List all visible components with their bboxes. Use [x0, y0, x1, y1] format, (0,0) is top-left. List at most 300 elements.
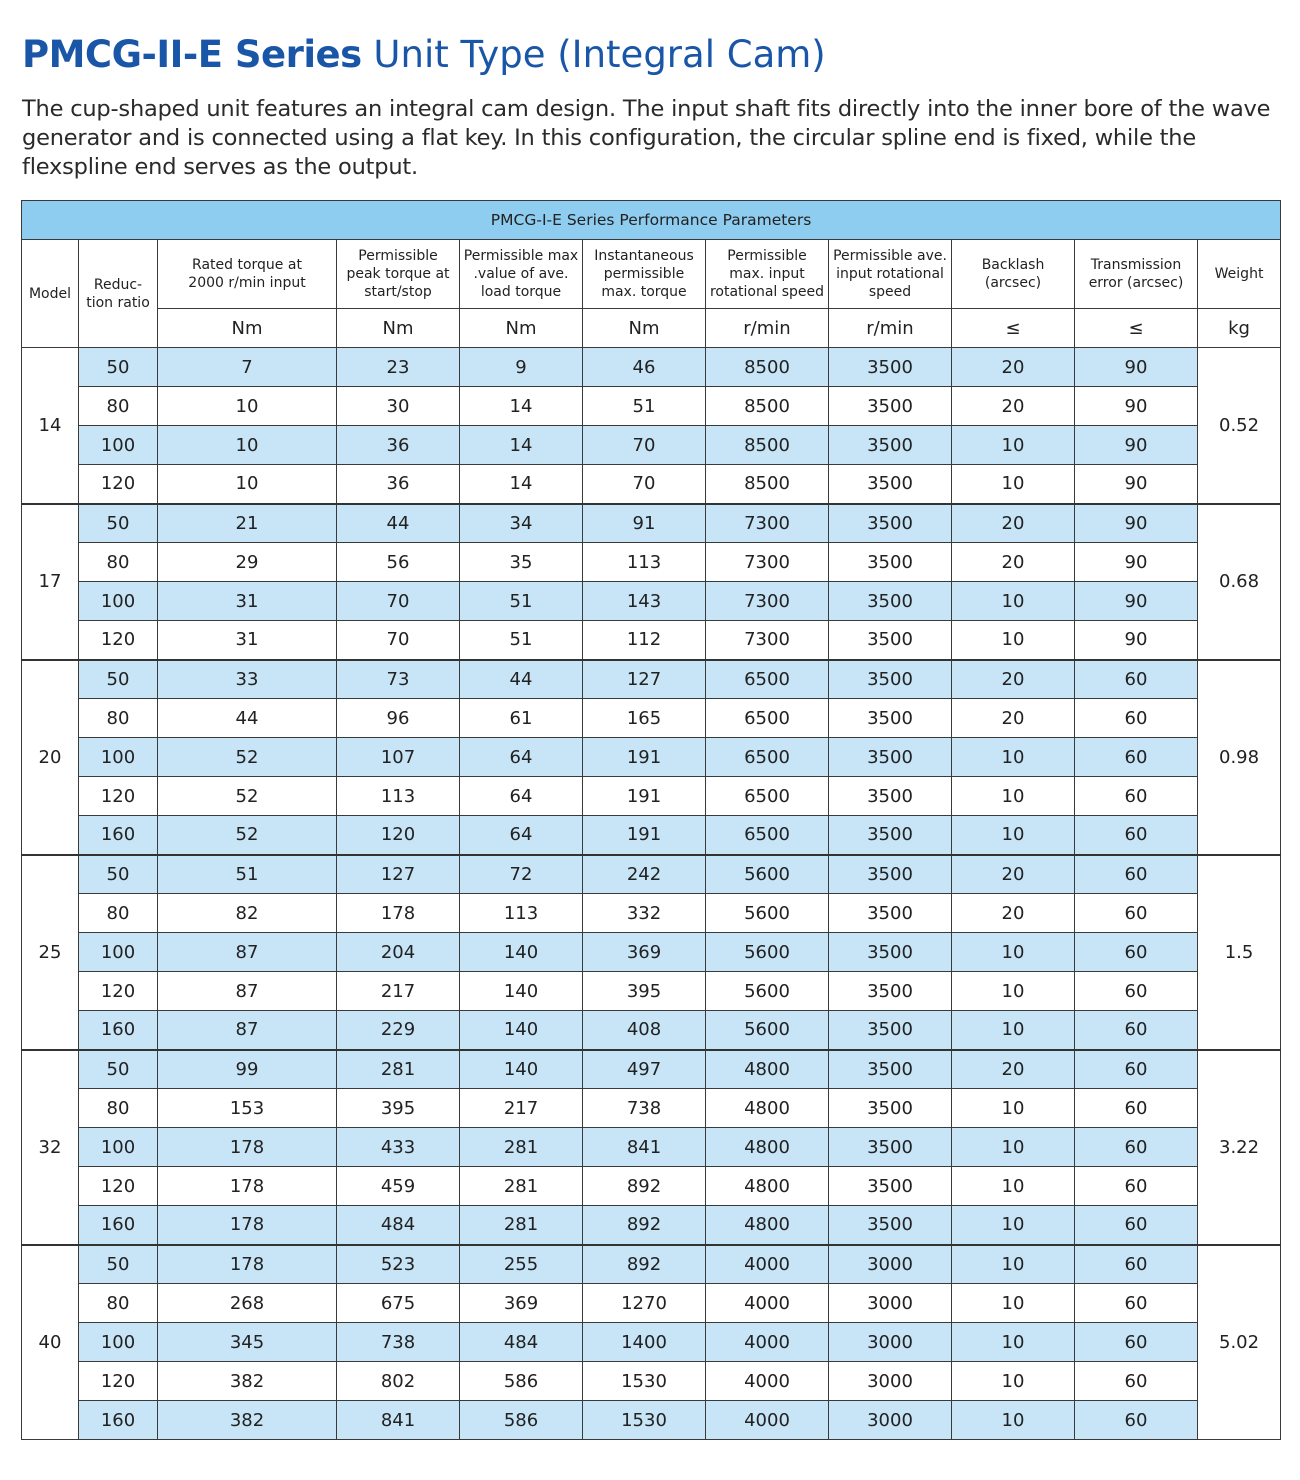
- value-cell: 10: [952, 1284, 1075, 1323]
- value-cell: 36: [337, 426, 460, 465]
- value-cell: 31: [158, 621, 337, 660]
- unit-cell: r/min: [829, 309, 952, 348]
- value-cell: 892: [583, 1167, 706, 1206]
- header-instant-max-torque: [583, 240, 706, 309]
- value-cell: 369: [583, 933, 706, 972]
- value-cell: 3500: [829, 348, 952, 387]
- value-cell: 70: [583, 465, 706, 504]
- value-cell: 30: [337, 387, 460, 426]
- value-cell: 3000: [829, 1362, 952, 1401]
- value-cell: 3500: [829, 1167, 952, 1206]
- unit-cell: Nm: [337, 309, 460, 348]
- table-row: [22, 543, 1281, 582]
- value-cell: 61: [460, 699, 583, 738]
- value-cell: 70: [583, 426, 706, 465]
- value-cell: 10: [952, 582, 1075, 621]
- value-cell: 112: [583, 621, 706, 660]
- value-cell: 1530: [583, 1401, 706, 1440]
- value-cell: 382: [158, 1362, 337, 1401]
- reduction-ratio-cell: 120: [79, 1167, 158, 1206]
- table-row: [22, 1362, 1281, 1401]
- value-cell: 60: [1075, 1011, 1198, 1050]
- value-cell: 113: [583, 543, 706, 582]
- table-row: [22, 426, 1281, 465]
- header-backlash-text: Backlash (arcsec): [981, 257, 1045, 291]
- value-cell: 51: [583, 387, 706, 426]
- reduction-ratio-cell: 80: [79, 543, 158, 582]
- reduction-ratio-cell: 50: [79, 855, 158, 894]
- value-cell: 140: [460, 933, 583, 972]
- value-cell: 20: [952, 504, 1075, 543]
- value-cell: 20: [952, 543, 1075, 582]
- value-cell: 10: [158, 426, 337, 465]
- value-cell: 3500: [829, 816, 952, 855]
- value-cell: 140: [460, 972, 583, 1011]
- value-cell: 255: [460, 1245, 583, 1284]
- value-cell: 20: [952, 660, 1075, 699]
- value-cell: 4000: [706, 1245, 829, 1284]
- reduction-ratio-cell: 100: [79, 582, 158, 621]
- reduction-ratio-cell: 160: [79, 1206, 158, 1245]
- reduction-ratio-cell: 80: [79, 387, 158, 426]
- value-cell: 3000: [829, 1245, 952, 1284]
- value-cell: 60: [1075, 1284, 1198, 1323]
- value-cell: 5600: [706, 933, 829, 972]
- value-cell: 3500: [829, 426, 952, 465]
- value-cell: 113: [337, 777, 460, 816]
- value-cell: 8500: [706, 426, 829, 465]
- table-row: [22, 660, 1281, 699]
- value-cell: 281: [460, 1128, 583, 1167]
- value-cell: 10: [158, 387, 337, 426]
- value-cell: 10: [952, 1206, 1075, 1245]
- value-cell: 10: [952, 738, 1075, 777]
- reduction-ratio-cell: 120: [79, 777, 158, 816]
- value-cell: 3500: [829, 582, 952, 621]
- value-cell: 90: [1075, 426, 1198, 465]
- value-cell: 395: [337, 1089, 460, 1128]
- title-series: PMCG-II-E Series: [22, 33, 362, 76]
- value-cell: 3500: [829, 1128, 952, 1167]
- value-cell: 433: [337, 1128, 460, 1167]
- value-cell: 3500: [829, 972, 952, 1011]
- value-cell: 52: [158, 816, 337, 855]
- value-cell: 178: [158, 1128, 337, 1167]
- table-row: [22, 621, 1281, 660]
- value-cell: 143: [583, 582, 706, 621]
- value-cell: 3500: [829, 543, 952, 582]
- value-cell: 3500: [829, 777, 952, 816]
- table-row: [22, 972, 1281, 1011]
- reduction-ratio-cell: 50: [79, 348, 158, 387]
- value-cell: 7300: [706, 582, 829, 621]
- value-cell: 51: [460, 582, 583, 621]
- reduction-ratio-cell: 80: [79, 1284, 158, 1323]
- header-model: [22, 240, 79, 348]
- value-cell: 6500: [706, 660, 829, 699]
- value-cell: 1400: [583, 1323, 706, 1362]
- value-cell: 90: [1075, 387, 1198, 426]
- value-cell: 44: [158, 699, 337, 738]
- value-cell: 60: [1075, 1362, 1198, 1401]
- value-cell: 332: [583, 894, 706, 933]
- value-cell: 8500: [706, 387, 829, 426]
- header-transmission-error-text: Transmission error (arcsec): [1088, 257, 1184, 291]
- value-cell: 20: [952, 699, 1075, 738]
- value-cell: 191: [583, 777, 706, 816]
- weight-cell: 5.02: [1198, 1245, 1281, 1440]
- value-cell: 738: [583, 1089, 706, 1128]
- value-cell: 10: [952, 1128, 1075, 1167]
- value-cell: 10: [952, 972, 1075, 1011]
- reduction-ratio-cell: 50: [79, 504, 158, 543]
- reduction-ratio-cell: 160: [79, 816, 158, 855]
- value-cell: 90: [1075, 465, 1198, 504]
- value-cell: 217: [460, 1089, 583, 1128]
- reduction-ratio-cell: 100: [79, 738, 158, 777]
- value-cell: 10: [952, 1401, 1075, 1440]
- table-row: [22, 1206, 1281, 1245]
- value-cell: 90: [1075, 543, 1198, 582]
- value-cell: 3500: [829, 1206, 952, 1245]
- value-cell: 3000: [829, 1401, 952, 1440]
- value-cell: 7300: [706, 621, 829, 660]
- value-cell: 60: [1075, 738, 1198, 777]
- table-caption: PMCG-I-E Series Performance Parameters: [22, 201, 1281, 240]
- value-cell: 3500: [829, 465, 952, 504]
- value-cell: 20: [952, 1050, 1075, 1089]
- value-cell: 4800: [706, 1128, 829, 1167]
- weight-cell: 1.5: [1198, 855, 1281, 1050]
- table-header-row: [22, 240, 1281, 309]
- value-cell: 6500: [706, 777, 829, 816]
- value-cell: 242: [583, 855, 706, 894]
- value-cell: 87: [158, 972, 337, 1011]
- table-row: [22, 1284, 1281, 1323]
- value-cell: 31: [158, 582, 337, 621]
- value-cell: 1270: [583, 1284, 706, 1323]
- model-cell: 17: [22, 504, 79, 660]
- table-row: [22, 1167, 1281, 1206]
- table-row: [22, 1128, 1281, 1167]
- table-row: [22, 348, 1281, 387]
- value-cell: 3500: [829, 894, 952, 933]
- table-row: [22, 1011, 1281, 1050]
- value-cell: 60: [1075, 933, 1198, 972]
- value-cell: 140: [460, 1011, 583, 1050]
- table-row: [22, 699, 1281, 738]
- value-cell: 20: [952, 894, 1075, 933]
- reduction-ratio-cell: 50: [79, 1050, 158, 1089]
- reduction-ratio-cell: 160: [79, 1011, 158, 1050]
- table-row: [22, 933, 1281, 972]
- value-cell: 10: [158, 465, 337, 504]
- value-cell: 3500: [829, 855, 952, 894]
- model-cell: 40: [22, 1245, 79, 1440]
- value-cell: 70: [337, 621, 460, 660]
- table-row: [22, 855, 1281, 894]
- header-max-input-speed-text: Permissible max. input rotational speed: [709, 248, 825, 300]
- table-row: [22, 1401, 1281, 1440]
- table-row: [22, 387, 1281, 426]
- table-row: [22, 1050, 1281, 1089]
- value-cell: 4800: [706, 1167, 829, 1206]
- header-peak-torque: [337, 240, 460, 309]
- table-row: [22, 1089, 1281, 1128]
- reduction-ratio-cell: 120: [79, 972, 158, 1011]
- value-cell: 60: [1075, 1245, 1198, 1284]
- value-cell: 497: [583, 1050, 706, 1089]
- reduction-ratio-cell: 100: [79, 933, 158, 972]
- value-cell: 4800: [706, 1050, 829, 1089]
- value-cell: 99: [158, 1050, 337, 1089]
- value-cell: 523: [337, 1245, 460, 1284]
- value-cell: 72: [460, 855, 583, 894]
- value-cell: 892: [583, 1245, 706, 1284]
- reduction-ratio-cell: 120: [79, 465, 158, 504]
- value-cell: 3000: [829, 1284, 952, 1323]
- intro-paragraph: The cup-shaped unit features an integral cam design. The input shaft fits directly into the inner bore of the wave generator and is connected using a flat key. In this configuration, the circular spline end is fixed, while the flexspline end serves as the output.: [22, 96, 1271, 180]
- header-weight: [1198, 240, 1281, 309]
- value-cell: 7300: [706, 504, 829, 543]
- value-cell: 33: [158, 660, 337, 699]
- value-cell: 675: [337, 1284, 460, 1323]
- value-cell: 87: [158, 1011, 337, 1050]
- value-cell: 178: [158, 1245, 337, 1284]
- value-cell: 10: [952, 933, 1075, 972]
- value-cell: 3500: [829, 660, 952, 699]
- table-row: [22, 1245, 1281, 1284]
- value-cell: 3500: [829, 1050, 952, 1089]
- value-cell: 191: [583, 738, 706, 777]
- value-cell: 10: [952, 465, 1075, 504]
- value-cell: 70: [337, 582, 460, 621]
- value-cell: 178: [158, 1167, 337, 1206]
- value-cell: 44: [460, 660, 583, 699]
- reduction-ratio-cell: 80: [79, 699, 158, 738]
- value-cell: 229: [337, 1011, 460, 1050]
- value-cell: 484: [460, 1323, 583, 1362]
- value-cell: 34: [460, 504, 583, 543]
- unit-cell: kg: [1198, 309, 1281, 348]
- value-cell: 82: [158, 894, 337, 933]
- value-cell: 4000: [706, 1401, 829, 1440]
- header-rated-torque-text: Rated torque at 2000 r/min input: [188, 257, 306, 291]
- value-cell: 165: [583, 699, 706, 738]
- weight-cell: 0.68: [1198, 504, 1281, 660]
- value-cell: 5600: [706, 1011, 829, 1050]
- value-cell: 46: [583, 348, 706, 387]
- value-cell: 191: [583, 816, 706, 855]
- value-cell: 178: [158, 1206, 337, 1245]
- table-row: [22, 504, 1281, 543]
- value-cell: 4000: [706, 1362, 829, 1401]
- value-cell: 841: [337, 1401, 460, 1440]
- value-cell: 395: [583, 972, 706, 1011]
- value-cell: 4800: [706, 1206, 829, 1245]
- weight-cell: 3.22: [1198, 1050, 1281, 1245]
- value-cell: 3000: [829, 1323, 952, 1362]
- value-cell: 60: [1075, 1167, 1198, 1206]
- value-cell: 1530: [583, 1362, 706, 1401]
- value-cell: 20: [952, 855, 1075, 894]
- value-cell: 8500: [706, 465, 829, 504]
- value-cell: 281: [337, 1050, 460, 1089]
- value-cell: 178: [337, 894, 460, 933]
- value-cell: 91: [583, 504, 706, 543]
- value-cell: 87: [158, 933, 337, 972]
- value-cell: 10: [952, 816, 1075, 855]
- value-cell: 345: [158, 1323, 337, 1362]
- value-cell: 20: [952, 387, 1075, 426]
- model-cell: 14: [22, 348, 79, 504]
- header-rated-torque: [158, 240, 337, 309]
- value-cell: 60: [1075, 1089, 1198, 1128]
- value-cell: 4000: [706, 1323, 829, 1362]
- value-cell: 35: [460, 543, 583, 582]
- value-cell: 20: [952, 348, 1075, 387]
- value-cell: 9: [460, 348, 583, 387]
- table-row: [22, 465, 1281, 504]
- weight-cell: 0.98: [1198, 660, 1281, 855]
- value-cell: 4800: [706, 1089, 829, 1128]
- reduction-ratio-cell: 100: [79, 1323, 158, 1362]
- value-cell: 153: [158, 1089, 337, 1128]
- header-instant-max-torque-text: Instantaneous permissible max. torque: [594, 248, 694, 300]
- value-cell: 8500: [706, 348, 829, 387]
- value-cell: 90: [1075, 621, 1198, 660]
- value-cell: 586: [460, 1362, 583, 1401]
- value-cell: 892: [583, 1206, 706, 1245]
- value-cell: 738: [337, 1323, 460, 1362]
- value-cell: 56: [337, 543, 460, 582]
- value-cell: 90: [1075, 582, 1198, 621]
- value-cell: 5600: [706, 894, 829, 933]
- table-row: [22, 894, 1281, 933]
- value-cell: 14: [460, 426, 583, 465]
- value-cell: 120: [337, 816, 460, 855]
- unit-cell: ≤: [1075, 309, 1198, 348]
- header-ave-load-torque: [460, 240, 583, 309]
- value-cell: 6500: [706, 699, 829, 738]
- value-cell: 140: [460, 1050, 583, 1089]
- table-row: [22, 582, 1281, 621]
- value-cell: 36: [337, 465, 460, 504]
- value-cell: 3500: [829, 621, 952, 660]
- value-cell: 5600: [706, 972, 829, 1011]
- value-cell: 10: [952, 1362, 1075, 1401]
- weight-cell: 0.52: [1198, 348, 1281, 504]
- value-cell: 60: [1075, 894, 1198, 933]
- value-cell: 21: [158, 504, 337, 543]
- table-row: [22, 777, 1281, 816]
- value-cell: 60: [1075, 699, 1198, 738]
- value-cell: 60: [1075, 1401, 1198, 1440]
- reduction-ratio-cell: 80: [79, 894, 158, 933]
- unit-cell: ≤: [952, 309, 1075, 348]
- value-cell: 90: [1075, 348, 1198, 387]
- value-cell: 14: [460, 465, 583, 504]
- value-cell: 10: [952, 1089, 1075, 1128]
- table-row: [22, 1323, 1281, 1362]
- value-cell: 7: [158, 348, 337, 387]
- table-row: [22, 738, 1281, 777]
- header-ave-input-speed: [829, 240, 952, 309]
- value-cell: 586: [460, 1401, 583, 1440]
- reduction-ratio-cell: 120: [79, 621, 158, 660]
- table-body: [22, 348, 1281, 1440]
- value-cell: 60: [1075, 777, 1198, 816]
- title-type: Unit Type (Integral Cam): [373, 33, 826, 76]
- value-cell: 60: [1075, 855, 1198, 894]
- table-row: [22, 816, 1281, 855]
- header-reduction-ratio-text: Reduc- tion ratio: [86, 276, 150, 311]
- value-cell: 52: [158, 777, 337, 816]
- value-cell: 10: [952, 426, 1075, 465]
- value-cell: 4000: [706, 1284, 829, 1323]
- value-cell: 6500: [706, 738, 829, 777]
- model-cell: 25: [22, 855, 79, 1050]
- value-cell: 60: [1075, 972, 1198, 1011]
- value-cell: 113: [460, 894, 583, 933]
- value-cell: 23: [337, 348, 460, 387]
- header-backlash: [952, 240, 1075, 309]
- value-cell: 60: [1075, 1050, 1198, 1089]
- value-cell: 10: [952, 1323, 1075, 1362]
- value-cell: 3500: [829, 1089, 952, 1128]
- value-cell: 841: [583, 1128, 706, 1167]
- value-cell: 5600: [706, 855, 829, 894]
- value-cell: 51: [460, 621, 583, 660]
- value-cell: 10: [952, 1011, 1075, 1050]
- value-cell: 459: [337, 1167, 460, 1206]
- value-cell: 217: [337, 972, 460, 1011]
- value-cell: 281: [460, 1206, 583, 1245]
- value-cell: 51: [158, 855, 337, 894]
- page-title: [22, 30, 826, 80]
- value-cell: 64: [460, 738, 583, 777]
- value-cell: 3500: [829, 504, 952, 543]
- value-cell: 127: [583, 660, 706, 699]
- value-cell: 64: [460, 777, 583, 816]
- value-cell: 64: [460, 816, 583, 855]
- header-peak-torque-text: Permissible peak torque at start/stop: [346, 248, 450, 300]
- value-cell: 408: [583, 1011, 706, 1050]
- value-cell: 29: [158, 543, 337, 582]
- value-cell: 60: [1075, 816, 1198, 855]
- reduction-ratio-cell: 50: [79, 660, 158, 699]
- value-cell: 10: [952, 1245, 1075, 1284]
- value-cell: 3500: [829, 387, 952, 426]
- value-cell: 268: [158, 1284, 337, 1323]
- reduction-ratio-cell: 100: [79, 426, 158, 465]
- value-cell: 10: [952, 777, 1075, 816]
- value-cell: 484: [337, 1206, 460, 1245]
- unit-cell: Nm: [158, 309, 337, 348]
- header-transmission-error: [1075, 240, 1198, 309]
- value-cell: 60: [1075, 660, 1198, 699]
- header-ave-input-speed-text: Permissible ave. input rotational speed: [833, 248, 947, 300]
- value-cell: 802: [337, 1362, 460, 1401]
- unit-cell: Nm: [460, 309, 583, 348]
- model-cell: 20: [22, 660, 79, 855]
- reduction-ratio-cell: 80: [79, 1089, 158, 1128]
- header-max-input-speed: [706, 240, 829, 309]
- value-cell: 3500: [829, 738, 952, 777]
- model-cell: 32: [22, 1050, 79, 1245]
- value-cell: 14: [460, 387, 583, 426]
- value-cell: 60: [1075, 1323, 1198, 1362]
